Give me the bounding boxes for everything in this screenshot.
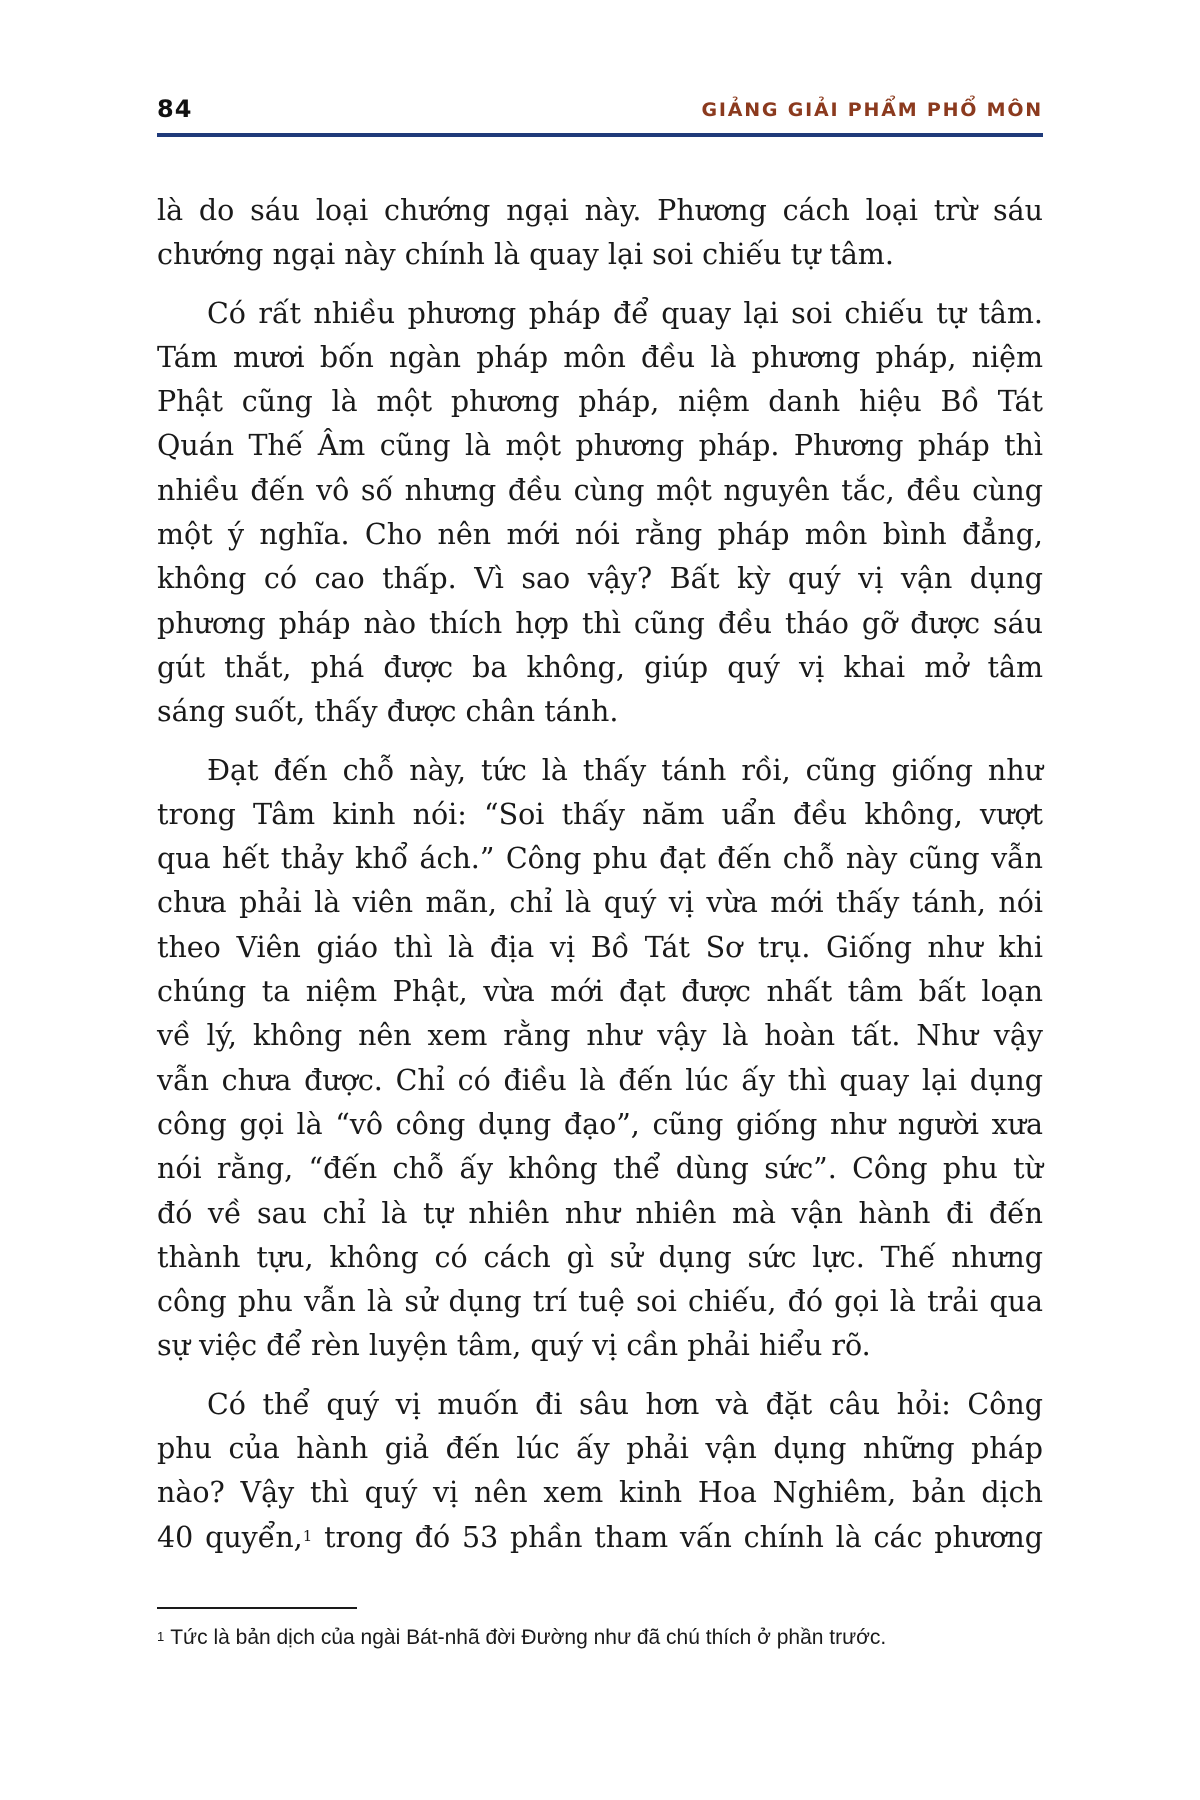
footnote-rule (157, 1607, 357, 1609)
text-line: phu của hành giả đến lúc ấy phải vận dụng những pháp (157, 1432, 1043, 1466)
text-segment: 40 quyển, (157, 1520, 303, 1554)
text-line (157, 1516, 1043, 1560)
text-line: qua hết thảy khổ ách.” Công phu đạt đến chỗ này cũng vẫn (157, 842, 1043, 876)
text-line: Đạt đến chỗ này, tức là thấy tánh rồi, cũng giống như (207, 753, 1043, 787)
book-title: GIẢNG GIẢI PHẨM PHỔ MÔN (701, 99, 1043, 121)
running-head (157, 94, 1043, 124)
text-line: phương pháp nào thích hợp thì cũng đều tháo gỡ được sáu (157, 606, 1043, 640)
text-line: theo Viên giáo thì là địa vị Bồ Tát Sơ trụ. Giống như khi (157, 930, 1043, 964)
text-segment: trong đó 53 phần tham vấn chính là các phương (312, 1520, 1043, 1554)
text-line: vẫn chưa được. Chỉ có điều là đến lúc ấy thì quay lại dụng (157, 1063, 1043, 1097)
paragraph-3 (157, 749, 1043, 1369)
text-line: Có rất nhiều phương pháp để quay lại soi chiếu tự tâm. (207, 296, 1043, 330)
text-line: công phu vẫn là sử dụng trí tuệ soi chiếu, đó gọi là trải qua (157, 1285, 1043, 1319)
text-line: nhiều đến vô số nhưng đều cùng một nguyên tắc, đều cùng (157, 473, 1043, 507)
text-line: Phật cũng là một phương pháp, niệm danh hiệu Bồ Tát (157, 385, 1043, 419)
footnote-marker: 1 (157, 1629, 165, 1644)
text-line: nào? Vậy thì quý vị nên xem kinh Hoa Nghiêm, bản dịch (157, 1476, 1043, 1510)
text-line: nói rằng, “đến chỗ ấy không thể dùng sức”. Công phu từ (157, 1152, 1043, 1186)
footnote (157, 1624, 1043, 1652)
text-line: trong Tâm kinh nói: “Soi thấy năm uẩn đều không, vượt (157, 797, 1043, 831)
paragraph-4 (157, 1383, 1043, 1560)
text-line: gút thắt, phá được ba không, giúp quý vị khai mở tâm (157, 650, 1043, 684)
page-number: 84 (157, 95, 193, 123)
text-line: đó về sau chỉ là tự nhiên như nhiên mà vận hành đi đến (157, 1196, 1043, 1230)
header-rule (157, 133, 1043, 137)
paragraph-2 (157, 292, 1043, 735)
text-line: sáng suốt, thấy được chân tánh. (157, 695, 619, 729)
footnote-reference[interactable]: 1 (302, 1526, 313, 1545)
text-line: Có thể quý vị muốn đi sâu hơn và đặt câu hỏi: Công (207, 1387, 1043, 1421)
text-line: Quán Thế Âm cũng là một phương pháp. Phương pháp thì (157, 429, 1043, 463)
text-line: sự việc để rèn luyện tâm, quý vị cần phải hiểu rõ. (157, 1329, 871, 1363)
paragraph-1 (157, 189, 1043, 278)
footnote-text: Tức là bản dịch của ngài Bát-nhã đời Đường như đã chú thích ở phần trước. (170, 1626, 887, 1649)
text-line: chướng ngại này chính là quay lại soi chiếu tự tâm. (157, 238, 894, 272)
text-line: thành tựu, không có cách gì sử dụng sức lực. Thế nhưng (157, 1240, 1043, 1274)
text-line: là do sáu loại chướng ngại này. Phương cách loại trừ sáu (157, 194, 1043, 227)
text-line: về lý, không nên xem rằng như vậy là hoàn tất. Như vậy (157, 1019, 1043, 1053)
body-text (157, 189, 1043, 1574)
text-line: Tám mươi bốn ngàn pháp môn đều là phương pháp, niệm (157, 340, 1043, 374)
text-line: chưa phải là viên mãn, chỉ là quý vị vừa mới thấy tánh, nói (157, 886, 1043, 920)
text-line: không có cao thấp. Vì sao vậy? Bất kỳ quý vị vận dụng (157, 562, 1043, 596)
text-line: chúng ta niệm Phật, vừa mới đạt được nhất tâm bất loạn (157, 975, 1043, 1009)
text-line: một ý nghĩa. Cho nên mới nói rằng pháp môn bình đẳng, (157, 518, 1043, 552)
text-line: công gọi là “vô công dụng đạo”, cũng giống như người xưa (157, 1107, 1043, 1141)
